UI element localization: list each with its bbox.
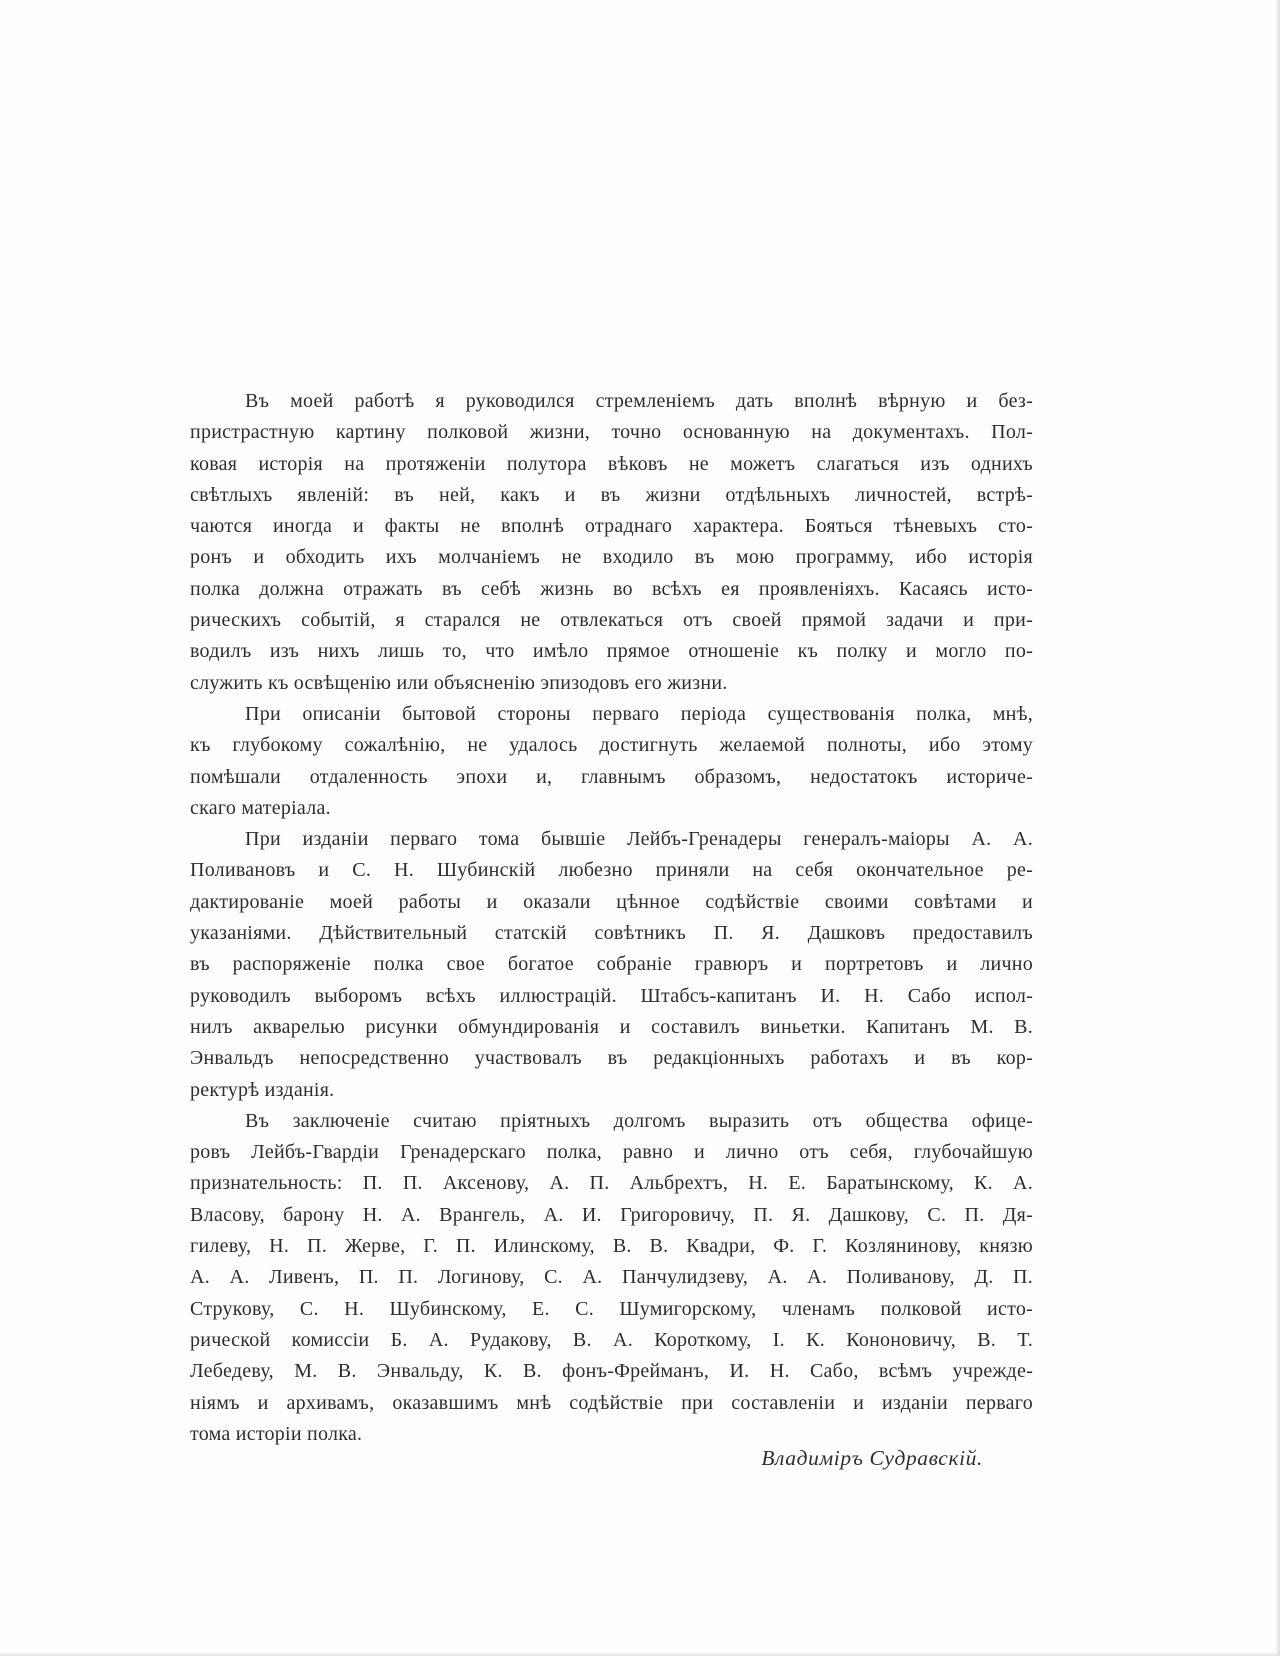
text-line: тома исторіи полка. <box>190 1422 363 1445</box>
text-line: Энвальдъ непосредственно участвовалъ въ редакціонныхъ работахъ и въ кор- <box>190 1047 1033 1070</box>
text-line: Въ заключеніе считаю пріятныхъ долгомъ выразить отъ общества офице- <box>245 1109 1033 1132</box>
text-line: ковая исторія на протяженіи полутора вѣковъ не можетъ слагаться изъ однихъ <box>190 452 1033 475</box>
text-line: Въ моей работѣ я руководился стремленіемъ дать вполнѣ вѣрную и без- <box>245 390 1033 412</box>
text-line: указаніями. Дѣйствительный статскій совѣтникъ П. Я. Дашковъ предоставилъ <box>190 922 1033 945</box>
text-line: полка должна отражать въ себѣ жизнь во всѣхъ ея проявленіяхъ. Касаясь исто- <box>190 577 1033 600</box>
paragraph <box>190 824 1033 1106</box>
text-line: служить къ освѣщенію или объясненію эпизодовъ его жизни. <box>190 671 728 694</box>
text-line: Лебедеву, М. В. Энвальду, К. В. фонъ-Фрейманъ, И. Н. Сабо, всѣмъ учрежде- <box>190 1360 1033 1383</box>
paragraph <box>190 1106 1033 1450</box>
paragraph <box>190 386 1033 699</box>
text-line: пристрастную картину полковой жизни, точно основанную на документахъ. Пол- <box>190 421 1033 444</box>
text-line: Власову, барону Н. А. Врангель, А. И. Григоровичу, П. Я. Дашкову, С. П. Дя- <box>190 1203 1033 1226</box>
text-line: скаго матеріала. <box>190 796 331 819</box>
text-line: къ глубокому сожалѣнію, не удалось достигнуть желаемой полноты, ибо этому <box>190 734 1033 757</box>
text-line: При описаніи бытовой стороны перваго періода существованія полка, мнѣ, <box>245 702 1033 725</box>
text-line: Поливановъ и С. Н. Шубинскій любезно приняли на себя окончательное ре- <box>190 859 1033 882</box>
text-line: водилъ изъ нихъ лишь то, что имѣло прямое отношеніе къ полку и могло по- <box>190 640 1033 663</box>
text-line: въ распоряженіе полка свое богатое собраніе гравюръ и портретовъ и лично <box>190 953 1033 976</box>
text-line: дактированіе моей работы и оказали цѣнное содѣйствіе своими совѣтами и <box>190 890 1033 913</box>
text-line: свѣтлыхъ явленій: въ ней, какъ и въ жизни отдѣльныхъ личностей, встрѣ- <box>190 483 1033 506</box>
text-line: нилъ акварелью рисунки обмундированія и составилъ виньетки. Капитанъ М. В. <box>190 1015 1033 1038</box>
text-line: чаются иногда и факты не вполнѣ отраднаго характера. Бояться тѣневыхъ сто- <box>190 515 1033 538</box>
text-line: ректурѣ изданія. <box>190 1078 335 1101</box>
text-line: Струкову, С. Н. Шубинскому, Е. С. Шумигорскому, членамъ полковой исто- <box>190 1297 1033 1320</box>
text-line: признательность: П. П. Аксенову, А. П. Альбрехтъ, Н. Е. Баратынскому, К. А. <box>190 1172 1033 1195</box>
text-line: ровъ Лейбъ-Гвардіи Гренадерскаго полка, равно и лично отъ себя, глубочайшую <box>190 1141 1033 1164</box>
text-line: ніямъ и архивамъ, оказавшимъ мнѣ содѣйствіе при составленіи и изданіи перваго <box>190 1391 1033 1414</box>
text-line: рической комиссіи Б. А. Рудакову, В. А. Короткому, І. К. Кононовичу, В. Т. <box>190 1328 1033 1351</box>
text-line: ронъ и обходить ихъ молчаніемъ не входило въ мою программу, ибо исторія <box>190 546 1033 569</box>
preface-text <box>190 386 1033 1450</box>
paragraph <box>190 699 1033 824</box>
text-line: А. А. Ливенъ, П. П. Логинову, С. А. Панчулидзеву, А. А. Поливанову, Д. П. <box>190 1266 1033 1289</box>
text-line: При изданіи перваго тома бывшіе Лейбъ-Гренадеры генералъ-маіоры А. А. <box>245 828 1033 851</box>
text-line: гилеву, Н. П. Жерве, Г. П. Илинскому, В. В. Квадри, Ф. Г. Козлянинову, князю <box>190 1235 1033 1258</box>
text-line: руководилъ выборомъ всѣхъ иллюстрацій. Штабсъ-капитанъ И. Н. Сабо испол- <box>190 984 1033 1007</box>
text-line: помѣшали отдаленность эпохи и, главнымъ образомъ, недостатокъ историче- <box>190 765 1033 788</box>
text-line: рическихъ событій, я старался не отвлекаться отъ своей прямой задачи и при- <box>190 609 1033 632</box>
author-signature: Владиміръ Судравскій. <box>761 1446 983 1470</box>
